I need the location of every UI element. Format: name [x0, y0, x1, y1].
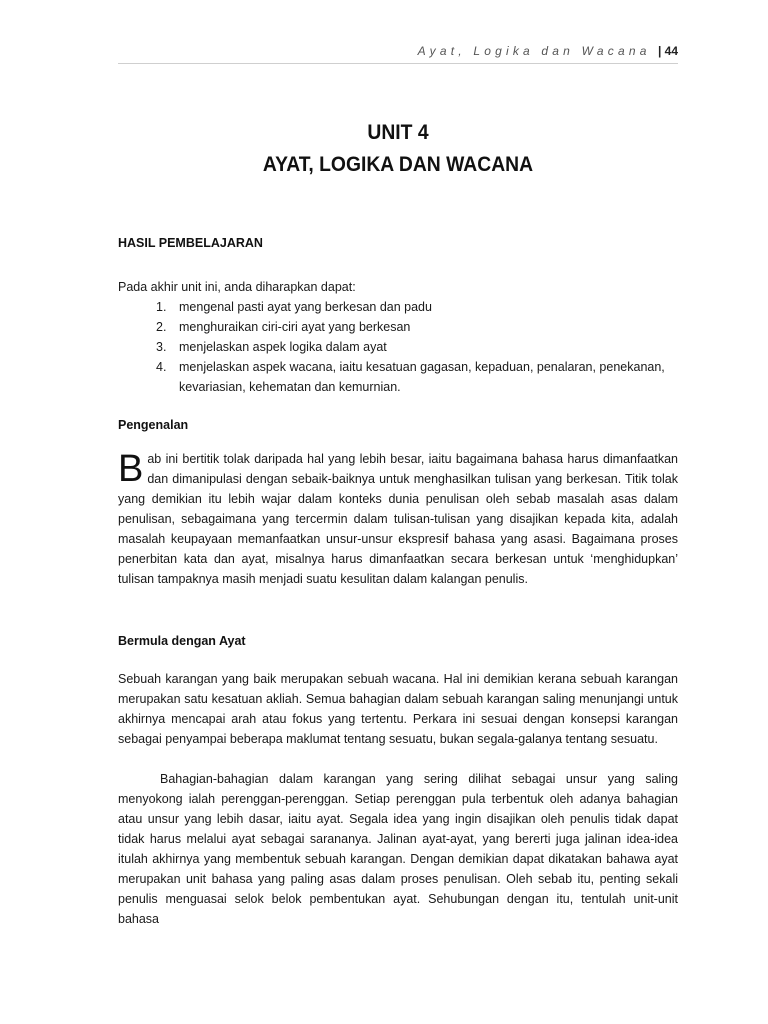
drop-cap: B	[118, 448, 144, 490]
pengenalan-text: ab ini bertitik tolak daripada hal yang lebih besar, iaitu bagaimana bahasa harus dimanfaatkan dan dimanipulasi dengan sebaik-baiknya untuk menghasilkan tulisan yang berkesan. Titik tolak yang demikian itu lebih wajar dalam konteks dunia penulisan oleh sebab masalah asas dalam penulisan, sebagaimana yang tercermin dalam tulisan-tulisan yang disajikan kepada kita, adalah masalah keupayaan memanfaatkan unsur-unsur ekspresif bahasa yang asasi. Bagaimana proses penerbitan kata dan ayat, misalnya harus dimanfaatkan secara berkesan untuk ‘menghidupkan’ tulisan tampaknya masih menjadi suatu kesulitan dalam kalangan penulis.	[118, 452, 678, 586]
list-item	[118, 317, 678, 337]
header-separator: |	[657, 44, 662, 58]
unit-title: AYAT, LOGIKA DAN WACANA	[262, 153, 534, 176]
running-header	[418, 44, 678, 58]
list-text: menghuraikan ciri-ciri ayat yang berkesan	[179, 320, 411, 334]
list-number: 1.	[156, 300, 167, 314]
heading-pengenalan: Pengenalan	[118, 418, 189, 432]
bermula-paragraph-2: Bahagian-bahagian dalam karangan yang sering dilihat sebagai unsur yang saling menyokong ialah perenggan-perenggan. Setiap perenggan pula terbentuk oleh adanya bahagian atau unsur yang lebih dasar, iaitu ayat. Segala idea yang ingin disajikan oleh penulis tidak dapat tidak harus melalui ayat sebagai sarananya. Jalinan ayat-ayat, yang bererti juga jalinan idea-idea itulah akhirnya yang membentuk sebuah karangan. Dengan demikian dapat dikatakan bahawa ayat merupakan unit bahasa yang paling asas dalam proses penulisan. Oleh sebab itu, penting sekali penulis menguasai selok belok pembentukan ayat. Sehubungan dengan itu, tentulah unit-unit bahasa	[118, 772, 678, 926]
header-rule	[118, 63, 678, 64]
list-text: menjelaskan aspek wacana, iaitu kesatuan gagasan, kepaduan, penalaran, penekanan, kevariasian, kehematan dan kemurnian.	[179, 360, 665, 394]
list-number: 4.	[156, 360, 167, 374]
heading-hasil-pembelajaran: HASIL PEMBELAJARAN	[118, 236, 263, 250]
unit-title-block	[118, 117, 678, 181]
outcomes-intro: Pada akhir unit ini, anda diharapkan dapat:	[118, 280, 356, 294]
list-text: menjelaskan aspek logika dalam ayat	[179, 340, 387, 354]
outcomes-list	[118, 297, 678, 397]
pengenalan-paragraph	[118, 449, 678, 589]
list-number: 3.	[156, 340, 167, 354]
unit-number: UNIT 4	[367, 121, 429, 144]
bermula-paragraph-1: Sebuah karangan yang baik merupakan sebuah wacana. Hal ini demikian kerana sebuah karangan merupakan satu kesatuan akliah. Semua bahagian dalam sebuah karangan saling menunjangi untuk akhirnya mencapai arah atau fokus yang tertentu. Perkara ini sesuai dengan konsepsi karangan sebagai penyampai beberapa maklumat tentang sesuatu, bukan segala-galanya tentang sesuatu.	[118, 672, 678, 746]
running-title: Ayat, Logika dan Wacana	[417, 44, 651, 58]
list-text: mengenal pasti ayat yang berkesan dan padu	[179, 300, 432, 314]
list-item	[118, 337, 678, 357]
list-item	[118, 297, 678, 317]
heading-bermula-dengan-ayat: Bermula dengan Ayat	[118, 634, 246, 648]
list-item	[118, 357, 678, 397]
page-number: 44	[664, 44, 678, 58]
list-number: 2.	[156, 320, 167, 334]
